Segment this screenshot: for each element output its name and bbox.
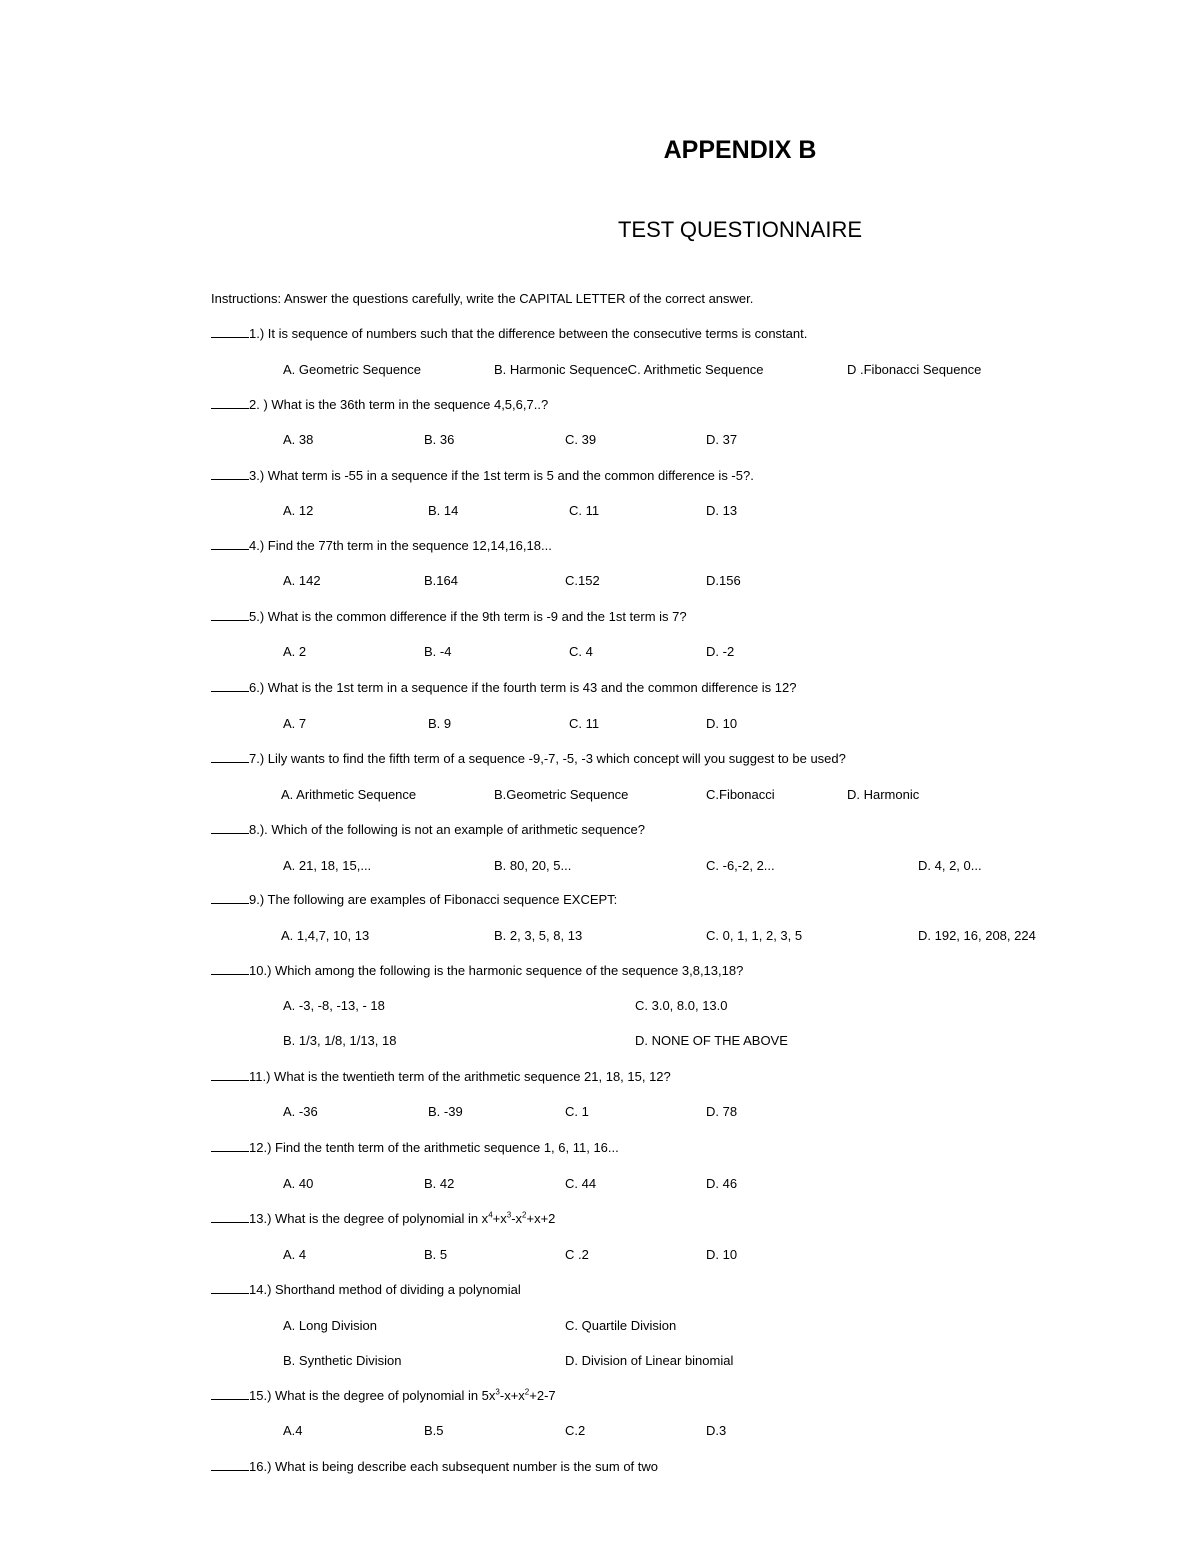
choice: D. 78: [706, 1104, 738, 1119]
choice: A. -3, -8, -13, - 18: [283, 998, 385, 1013]
choice: A. 12: [283, 503, 314, 518]
choice: B.164: [424, 573, 458, 588]
question-text: 11.) What is the twentieth term of the arithmetic sequence 21, 18, 15, 12?: [249, 1069, 671, 1084]
choice: D. 46: [706, 1176, 738, 1191]
exponent: 2: [522, 1210, 527, 1220]
choice: D. -2: [706, 644, 735, 659]
choice: B. 42: [424, 1176, 455, 1191]
question-text: 16.) What is being describe each subsequent number is the sum of two: [249, 1459, 658, 1474]
question-text: 10.) Which among the following is the harmonic sequence of the sequence 3,8,13,18?: [249, 963, 744, 978]
question-text: 13.) What is the degree of polynomial in x: [249, 1211, 489, 1226]
answer-blank: [211, 1211, 249, 1223]
question-text: 9.) The following are examples of Fibonacci sequence EXCEPT:: [249, 892, 618, 907]
choice: A. Long Division: [283, 1318, 377, 1333]
answer-blank: [211, 892, 249, 904]
choice: A. 142: [283, 573, 321, 588]
choice: C. -6,-2, 2...: [706, 858, 775, 873]
choice: C. 3.0, 8.0, 13.0: [635, 998, 728, 1013]
choice: A. 4: [283, 1247, 307, 1262]
question-12: [211, 1140, 619, 1156]
question-7: [211, 751, 846, 767]
choice: D. Division of Linear binomial: [565, 1353, 734, 1368]
choice: A. 2: [283, 644, 307, 659]
choice: D. 10: [706, 1247, 738, 1262]
question-16: [211, 1459, 658, 1475]
question-11: [211, 1069, 671, 1085]
choice: C.2: [565, 1423, 586, 1438]
choice: A.4: [283, 1423, 303, 1438]
choice: C.Fibonacci: [706, 787, 775, 802]
choice: C. 4: [569, 644, 593, 659]
choice: C .2: [565, 1247, 589, 1262]
question-text: 4.) Find the 77th term in the sequence 12,14,16,18...: [249, 538, 552, 553]
question-text: -x+x: [499, 1388, 525, 1403]
answer-blank: [211, 1069, 249, 1081]
exponent: 4: [488, 1210, 493, 1220]
choice: D. 4, 2, 0...: [918, 858, 982, 873]
answer-blank: [211, 751, 249, 763]
question-8: [211, 822, 645, 838]
question-text: 1.) It is sequence of numbers such that the difference between the consecutive terms is constant.: [249, 326, 808, 341]
choice: A. Arithmetic Sequence: [281, 787, 417, 802]
choice: D. 192, 16, 208, 224: [918, 928, 1036, 943]
question-4: [211, 538, 552, 554]
choice: D. Harmonic: [847, 787, 920, 802]
choice: C. 0, 1, 1, 2, 3, 5: [706, 928, 803, 943]
choice: B. 1/3, 1/8, 1/13, 18: [283, 1033, 397, 1048]
question-text: +2-7: [529, 1388, 556, 1403]
question-text: 7.) Lily wants to find the fifth term of a sequence -9,-7, -5, -3 which concept will you suggest to be used?: [249, 751, 846, 766]
question-5: [211, 609, 687, 625]
choice: D. 13: [706, 503, 738, 518]
page-subtitle: TEST QUESTIONNAIRE: [617, 217, 863, 242]
choice: A. 38: [283, 432, 314, 447]
answer-blank: [211, 326, 249, 338]
choice: B. 9: [428, 716, 452, 731]
question-text: 6.) What is the 1st term in a sequence if the fourth term is 43 and the common difference is 12?: [249, 680, 797, 695]
choice: A. Geometric Sequence: [283, 362, 422, 377]
question-3: [211, 468, 754, 484]
choice: B. 5: [424, 1247, 448, 1262]
exponent: 3: [495, 1387, 500, 1397]
question-text: 14.) Shorthand method of dividing a polynomial: [249, 1282, 521, 1297]
question-9: [211, 892, 617, 908]
choice: A. 40: [283, 1176, 314, 1191]
choice: D. 10: [706, 716, 738, 731]
question-2: [211, 397, 548, 413]
answer-blank: [211, 397, 249, 409]
question-text: 12.) Find the tenth term of the arithmetic sequence 1, 6, 11, 16...: [249, 1140, 619, 1155]
question-text: +x: [492, 1211, 507, 1226]
choice: B. -39: [428, 1104, 463, 1119]
question-14: [211, 1282, 521, 1298]
question-text: 3.) What term is -55 in a sequence if the 1st term is 5 and the common difference is -5?.: [249, 468, 754, 483]
answer-blank: [211, 1459, 249, 1471]
choice: B. 2, 3, 5, 8, 13: [494, 928, 583, 943]
choice: B. 36: [424, 432, 455, 447]
choice: B. -4: [424, 644, 452, 659]
choice: B. 14: [428, 503, 459, 518]
choice: D. 37: [706, 432, 738, 447]
choice: B.5: [424, 1423, 444, 1438]
answer-blank: [211, 680, 249, 692]
choice: A. 1,4,7, 10, 13: [281, 928, 370, 943]
answer-blank: [211, 963, 249, 975]
question-13: [211, 1211, 555, 1227]
answer-blank: [211, 468, 249, 480]
exponent: 3: [506, 1210, 512, 1220]
question-text: +x+2: [526, 1211, 556, 1226]
question-10: [211, 963, 743, 979]
choice: C. 11: [569, 716, 600, 731]
choice: A. 21, 18, 15,...: [283, 858, 372, 873]
choice: D.3: [706, 1423, 727, 1438]
choice: C. 44: [565, 1176, 597, 1191]
choice: D. NONE OF THE ABOVE: [635, 1033, 788, 1048]
instructions: Instructions: Answer the questions carefully, write the CAPITAL LETTER of the correct answer.: [211, 291, 754, 306]
question-text: -x: [511, 1211, 523, 1226]
exponent: 2: [524, 1387, 530, 1397]
choice: B. 80, 20, 5...: [494, 858, 572, 873]
answer-blank: [211, 822, 249, 834]
choice: C. 11: [569, 503, 600, 518]
question-text: 5.) What is the common difference if the 9th term is -9 and the 1st term is 7?: [249, 609, 687, 624]
answer-blank: [211, 1282, 249, 1294]
choice: A. -36: [283, 1104, 318, 1119]
answer-blank: [211, 538, 249, 550]
choice: D .Fibonacci Sequence: [847, 362, 982, 377]
choice: C. 39: [565, 432, 597, 447]
question-text: 8.). Which of the following is not an example of arithmetic sequence?: [249, 822, 645, 837]
choice: A. 7: [283, 716, 307, 731]
question-text: 15.) What is the degree of polynomial in 5x: [249, 1388, 496, 1403]
page-title: APPENDIX B: [663, 136, 817, 164]
question-1: [211, 326, 807, 342]
question-text: 2. ) What is the 36th term in the sequence 4,5,6,7..?: [249, 397, 549, 412]
choice: C. Quartile Division: [565, 1318, 677, 1333]
answer-blank: [211, 1388, 249, 1400]
choice: B.Geometric Sequence: [494, 787, 629, 802]
choice: D.156: [706, 573, 741, 588]
answer-blank: [211, 1140, 249, 1152]
answer-blank: [211, 609, 249, 621]
question-15: [211, 1388, 556, 1404]
choice: C.152: [565, 573, 600, 588]
choice: B. Synthetic Division: [283, 1353, 402, 1368]
choice: C. 1: [565, 1104, 589, 1119]
question-6: [211, 680, 797, 696]
choice: B. Harmonic SequenceC. Arithmetic Sequence: [494, 362, 764, 377]
